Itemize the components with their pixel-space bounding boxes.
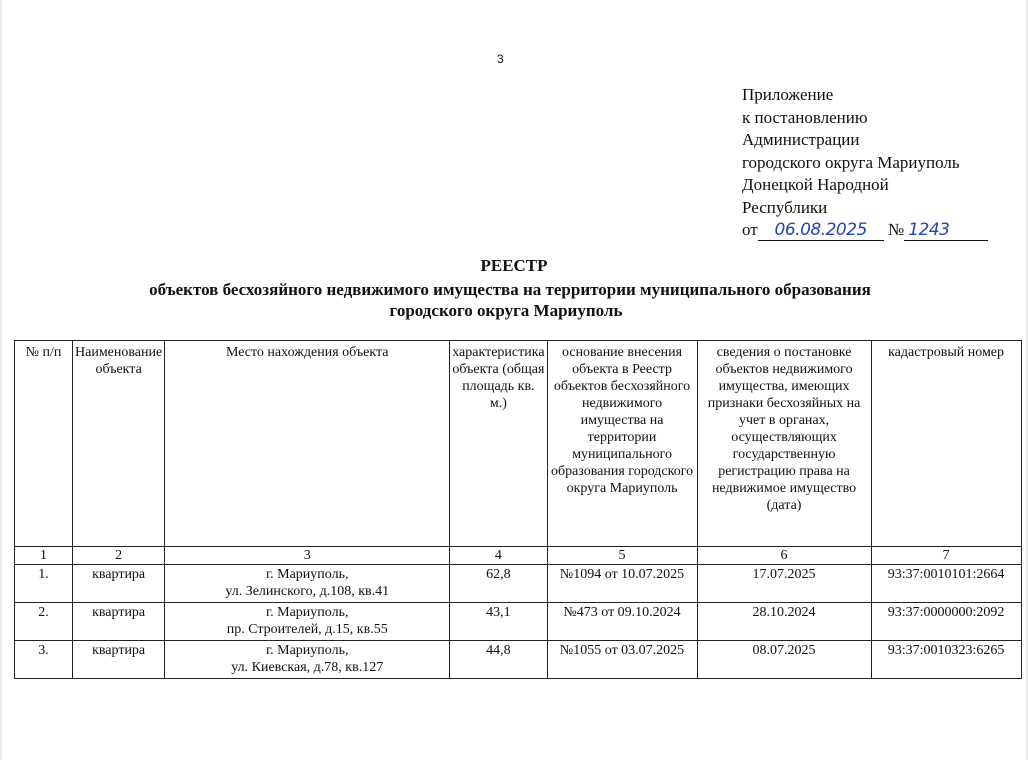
object-basis: №1094 от 10.07.2025 <box>547 565 697 603</box>
appendix-line: к постановлению <box>742 107 868 127</box>
object-area: 62,8 <box>450 565 547 603</box>
row-number: 1. <box>15 565 73 603</box>
header-cell-area: характеристика объекта (общая площадь кв. м.) <box>450 341 547 547</box>
column-number: 3 <box>165 547 450 565</box>
location-city: г. Мариуполь, <box>265 567 349 582</box>
register-subtitle-line2: городского округа Мариуполь <box>389 301 623 320</box>
table-row <box>15 641 1022 679</box>
cadastral-number: 93:37:0010323:6265 <box>871 641 1021 679</box>
object-location <box>165 603 450 641</box>
column-number: 7 <box>871 547 1021 565</box>
object-location <box>165 565 450 603</box>
decree-date-handwritten: 06.08.2025 <box>758 220 884 241</box>
object-name: квартира <box>73 603 165 641</box>
register-title: РЕЕСТР <box>480 256 548 275</box>
register-table <box>14 340 1022 679</box>
decree-number-handwritten: 1243 <box>904 220 988 241</box>
object-basis: №1055 от 03.07.2025 <box>547 641 697 679</box>
row-number: 3. <box>15 641 73 679</box>
header-cell-name: Наименование объекта <box>73 341 165 547</box>
cadastral-number: 93:37:0010101:2664 <box>871 565 1021 603</box>
header-cell-num: № п/п <box>15 341 73 547</box>
header-cell-location: Место нахождения объекта <box>165 341 450 547</box>
location-street: ул. Киевская, д.78, кв.127 <box>231 660 384 675</box>
row-number: 2. <box>15 603 73 641</box>
register-subtitle-line1: объектов бесхозяйного недвижимого имущества на территории муниципального образования <box>149 280 871 299</box>
object-area: 44,8 <box>450 641 547 679</box>
appendix-line: Республики <box>742 197 828 217</box>
decree-date-number-line <box>742 219 988 242</box>
object-name: квартира <box>73 565 165 603</box>
date-prefix: от <box>742 220 758 239</box>
table-header-row <box>15 341 1022 547</box>
table-row <box>15 565 1022 603</box>
page-left-edge <box>0 0 2 760</box>
cadastral-number: 93:37:0000000:2092 <box>871 603 1021 641</box>
location-city: г. Мариуполь, <box>265 605 349 620</box>
table-row <box>15 603 1022 641</box>
location-street: пр. Строителей, д.15, кв.55 <box>226 622 388 637</box>
location-street: ул. Зелинского, д.108, кв.41 <box>225 584 390 599</box>
object-area: 43,1 <box>450 603 547 641</box>
header-cell-registration: сведения о постановке объектов недвижимого имущества, имеющих признаки бесхозяйных на учет в органах, осуществляющих государственную регистрацию права на недвижимое имущество (дата) <box>697 341 871 547</box>
registration-date: 28.10.2024 <box>697 603 871 641</box>
registration-date: 08.07.2025 <box>697 641 871 679</box>
header-cell-cadastral: кадастровый номер <box>871 341 1021 547</box>
appendix-line: Донецкой Народной <box>742 175 889 194</box>
column-number: 2 <box>73 547 165 565</box>
location-city: г. Мариуполь, <box>265 643 349 658</box>
object-basis: №473 от 09.10.2024 <box>547 603 697 641</box>
appendix-block <box>742 84 988 242</box>
appendix-line: Администрации <box>742 130 860 149</box>
column-number: 4 <box>450 547 547 565</box>
object-location <box>165 641 450 679</box>
header-cell-basis: основание внесения объекта в Реестр объектов бесхозяйного недвижимого имущества на территории муниципального образования городского округа Мариуполь <box>547 341 697 547</box>
registration-date: 17.07.2025 <box>697 565 871 603</box>
appendix-line: городского округа Мариуполь <box>742 152 960 172</box>
appendix-line: Приложение <box>742 85 834 104</box>
column-number: 5 <box>547 547 697 565</box>
number-prefix: № <box>887 220 905 239</box>
column-number: 6 <box>697 547 871 565</box>
page-number: 3 <box>497 52 504 66</box>
object-name: квартира <box>73 641 165 679</box>
column-number-row <box>15 547 1022 565</box>
column-number: 1 <box>15 547 73 565</box>
